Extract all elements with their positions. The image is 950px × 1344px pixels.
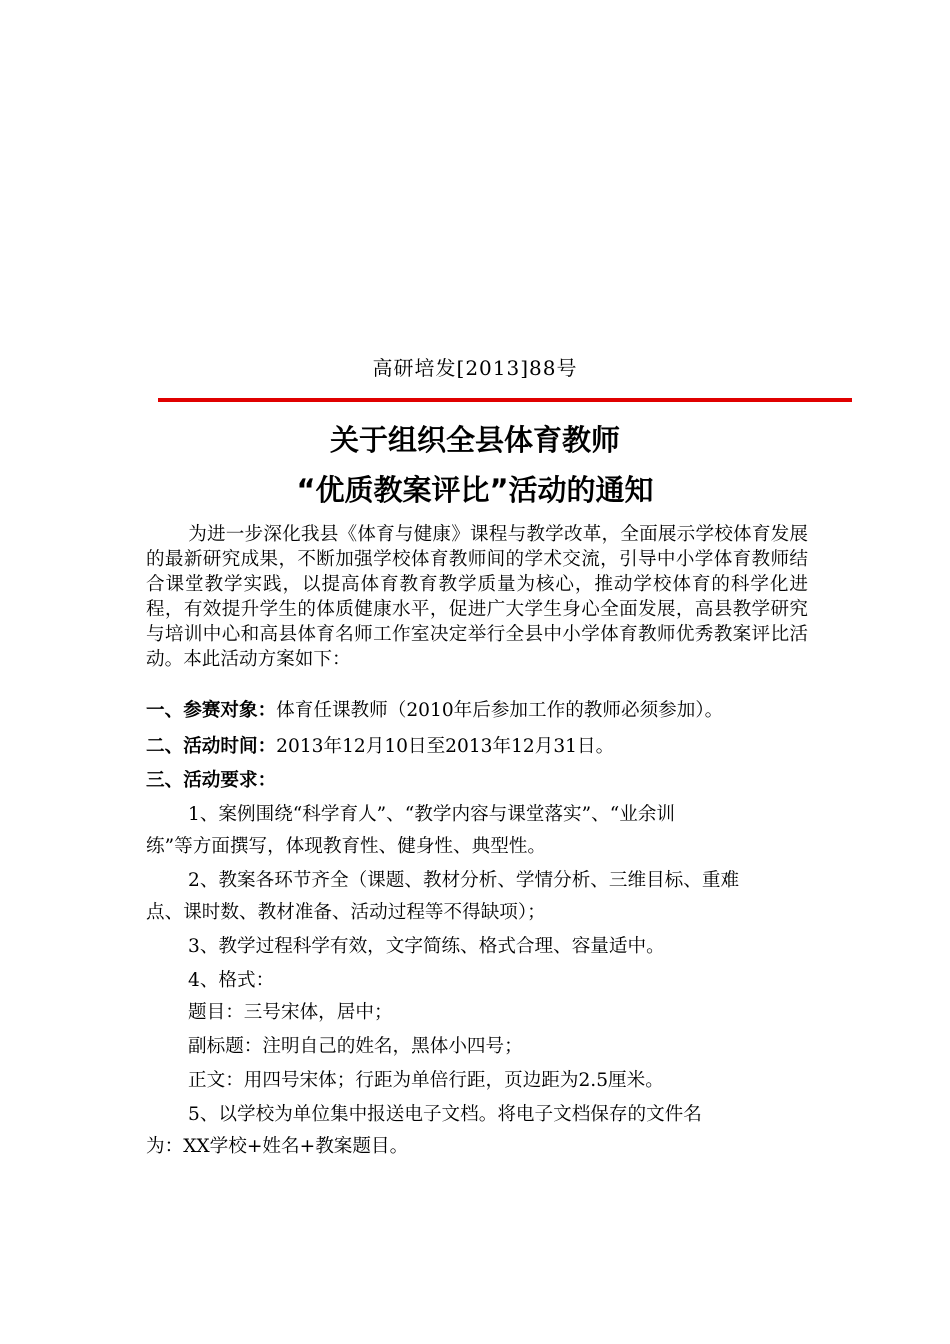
section-text: 体育任课教师（2010年后参加工作的教师必须参加）。 [276,700,724,721]
section-participants [146,696,808,722]
requirement-4-subtitle-format: 副标题：注明自己的姓名，黑体小四号； [188,1036,523,1057]
section-time [146,732,808,758]
intro-paragraph [146,522,808,672]
masthead [140,168,820,338]
requirement-4: 4、格式： [188,970,275,991]
notice-title-line-2: “优质教案评比”活动的通知 [296,473,654,507]
masthead-title-svg [140,168,820,338]
section-label: 一、参赛对象： [146,700,277,721]
intro-text: 为进一步深化我县《体育与健康》课程与教学改革，全面展示学校体育发展的最新研究成果，不断加强学校体育教师间的学术交流，引导中小学体育教师结合课堂教学实践，以提高体育教育教学质量为核心，推动学校体育的科学化进程，有效提升学生的体质健康水平，促进广大学生身心全面发展，高县教学研究与培训中心和高县体育名师工作室决定举行全县中小学体育教师优秀教案评比活动。本此活动方案如下： [146,524,808,670]
section-label: 二、活动时间： [146,736,277,757]
section-label: 三、活动要求： [146,770,277,791]
requirement-5-line-1: 5、以学校为单位集中报送电子文档。将电子文档保存的文件名 [188,1104,702,1125]
requirement-3: 3、教学过程科学有效，文字简练、格式合理、容量适中。 [188,936,665,957]
requirement-4-title-format: 题目：三号宋体，居中； [188,1002,393,1023]
requirement-1-line-2: 练”等方面撰写，体现教育性、健身性、典型性。 [146,836,546,857]
section-requirements [146,766,808,792]
section-text: 2013年12月10日至2013年12月31日。 [276,736,615,757]
document-number: 高研培发[2013]88号 [372,356,578,380]
requirement-2-line-2: 点、课时数、教材准备、活动过程等不得缺项）； [146,902,546,923]
requirement-1-line-1: 1、案例围绕“科学育人”、“教学内容与课堂落实”、“业余训 [188,804,676,825]
red-divider-rule [158,398,852,402]
requirement-4-body-format: 正文：用四号宋体；行距为单倍行距，页边距为2.5厘米。 [188,1070,664,1091]
notice-title-line-1: 关于组织全县体育教师 [329,423,620,457]
requirement-5-line-2: 为：XX学校+姓名+教案题目。 [146,1136,409,1157]
requirement-2-line-1: 2、教案各环节齐全（课题、教材分析、学情分析、三维目标、重难 [188,870,740,891]
